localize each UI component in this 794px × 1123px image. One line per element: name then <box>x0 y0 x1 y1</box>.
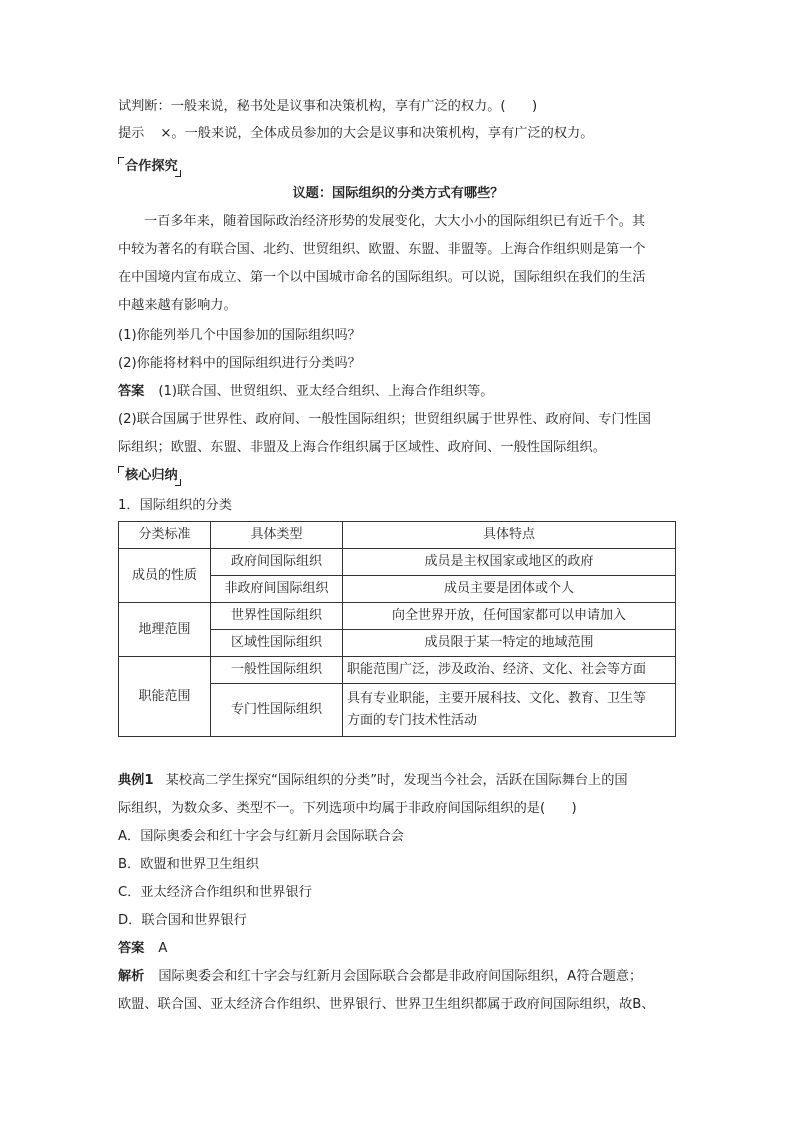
example-label: 典例1 <box>118 773 154 788</box>
answer-1: 答案 (1)联合国、世贸组织、亚太经合组织、上海合作组织等。 <box>118 384 494 399</box>
standard-cell: 成员的性质 <box>119 549 211 603</box>
paragraph-line: 一百多年来，随着国际政治经济形势的发展变化，大大小小的国际组织已有近千个。其 <box>144 214 646 229</box>
feature-cell: 职能范围广泛，涉及政治、经济、文化、社会等方面 <box>343 657 676 684</box>
judge-question: 试判断：一般来说，秘书处是议事和决策机构，享有广泛的权力。( ) <box>118 99 538 114</box>
analysis-line: 解析 国际奥委会和红十字会与红新月会国际联合会都是非政府间国际组织，A符合题意； <box>118 969 643 984</box>
table-row <box>119 603 676 630</box>
hint-label: 提示 <box>118 126 145 141</box>
option-d: D．联合国和世界银行 <box>118 913 247 928</box>
answer-2-line: 际组织；欧盟、东盟、非盟及上海合作组织属于区域性、政府间、一般性国际组织。 <box>118 440 606 455</box>
type-cell: 专门性国际组织 <box>211 684 343 737</box>
table-header: 具体类型 <box>211 522 343 549</box>
question-1: (1)你能列举几个中国参加的国际组织吗？ <box>118 328 361 343</box>
feature-cell: 成员是主权国家或地区的政府 <box>343 549 676 576</box>
option-c: C．亚太经济合作组织和世界银行 <box>118 885 312 900</box>
example-stem-line: 典例1 某校高二学生探究“国际组织的分类”时，发现当今社会，活跃在国际舞台上的国 <box>118 773 628 788</box>
classification-table <box>118 521 676 737</box>
section-heading-core: 核心归纳 <box>118 465 181 487</box>
hint-text: ×。一般来说，全体成员参加的大会是议事和决策机构，享有广泛的权力。 <box>160 126 594 141</box>
paragraph-line: 在中国境内宣布成立、第一个以中国城市命名的国际组织。可以说，国际组织在我们的生活 <box>118 270 646 285</box>
standard-cell: 地理范围 <box>119 603 211 657</box>
type-cell: 一般性国际组织 <box>211 657 343 684</box>
standard-cell: 职能范围 <box>119 657 211 737</box>
feature-cell <box>343 684 676 737</box>
answer-label: 答案 <box>118 384 145 399</box>
table-header: 分类标准 <box>119 522 211 549</box>
feature-cell: 成员主要是团体或个人 <box>343 576 676 603</box>
type-cell: 区域性国际组织 <box>211 630 343 657</box>
paragraph-line: 中越来越有影响力。 <box>118 298 237 313</box>
answer-label: 答案 <box>118 941 145 956</box>
example-answer: 答案 A <box>118 941 168 956</box>
section-heading-cooperate: 合作探究 <box>118 156 181 178</box>
type-cell: 世界性国际组织 <box>211 603 343 630</box>
feature-line: 方面的专门技术性活动 <box>347 713 478 728</box>
option-b: B．欧盟和世界卫生组织 <box>118 857 259 872</box>
example-stem-line: 际组织，为数众多、类型不一。下列选项中均属于非政府间国际组织的是( ) <box>118 801 577 816</box>
feature-cell: 成员限于某一特定的地域范围 <box>343 630 676 657</box>
type-cell: 非政府间国际组织 <box>211 576 343 603</box>
table-row <box>119 657 676 684</box>
table-header-row <box>119 522 676 549</box>
analysis-line: 欧盟、联合国、亚太经济合作组织、世界银行、世界卫生组织都属于政府间国际组织，故B、 <box>118 997 655 1012</box>
judge-hint <box>118 120 678 148</box>
option-a: A．国际奥委会和红十字会与红新月会国际联合会 <box>118 829 404 844</box>
table-title: 1．国际组织的分类 <box>118 498 232 513</box>
question-2: (2)你能将材料中的国际组织进行分类吗？ <box>118 356 361 371</box>
answer-2-line: (2)联合国属于世界性、政府间、一般性国际组织；世贸组织属于世界性、政府间、专门性国 <box>118 412 651 427</box>
analysis-label: 解析 <box>118 969 145 984</box>
table-header: 具体特点 <box>343 522 676 549</box>
topic-title: 议题：国际组织的分类方式有哪些？ <box>292 186 504 201</box>
paragraph-line: 中较为著名的有联合国、北约、世贸组织、欧盟、东盟、非盟等。上海合作组织则是第一个 <box>118 242 646 257</box>
type-cell: 政府间国际组织 <box>211 549 343 576</box>
feature-line: 具有专业职能，主要开展科技、文化、教育、卫生等 <box>347 691 647 706</box>
table-row <box>119 549 676 576</box>
feature-cell: 向全世界开放，任何国家都可以申请加入 <box>343 603 676 630</box>
